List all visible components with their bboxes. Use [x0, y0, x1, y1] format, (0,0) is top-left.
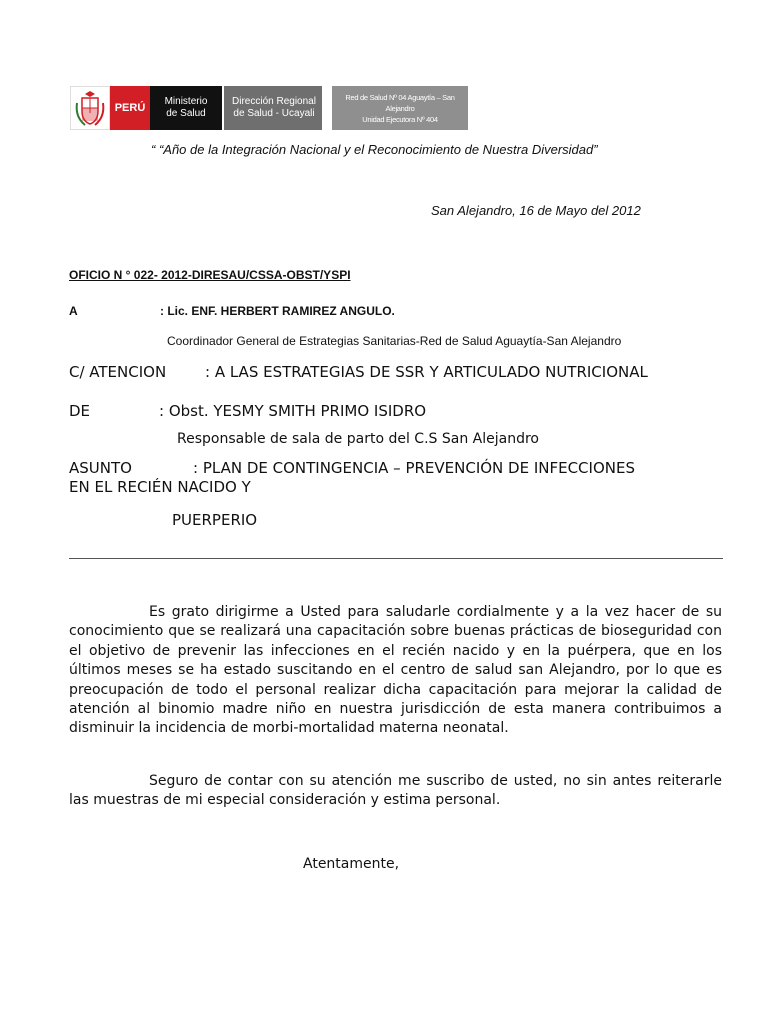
- header-divider: [69, 558, 723, 559]
- to-label: A: [69, 304, 78, 318]
- year-motto: “ “Año de la Integración Nacional y el Reconocimiento de Nuestra Diversidad”: [151, 142, 598, 157]
- to-position: Coordinador General de Estrategias Sanitarias-Red de Salud Aguaytía-San Alejandro: [167, 334, 622, 348]
- red-de-salud-block: [332, 86, 468, 130]
- direccion-regional-block: [222, 86, 324, 130]
- from-value: : Obst. YESMY SMITH PRIMO ISIDRO: [159, 402, 427, 420]
- subject-value-line3: PUERPERIO: [172, 511, 258, 529]
- subject-label: ASUNTO: [69, 459, 132, 477]
- peru-coat-of-arms-icon: [70, 86, 110, 130]
- red-line1: Red de Salud Nº 04 Aguaytía – San Alejandro: [345, 92, 455, 113]
- ministerio-de-salud-block: [150, 86, 222, 130]
- body-paragraph-2: Seguro de contar con su atención me suscribo de usted, no sin antes reiterarle las muestras de mi especial consideración y estima personal.: [69, 773, 722, 809]
- peru-text: PERÚ: [114, 102, 146, 114]
- place-date: San Alejandro, 16 de Mayo del 2012: [431, 203, 641, 218]
- banner-gap: [322, 86, 332, 130]
- body-paragraph-1: Es grato dirigirme a Usted para saludarle cordialmente y a la vez hacer de su conocimiento que se realizará una capacitación sobre buenas prácticas de bioseguridad con el objetivo de prevenir las infecciones en el recién nacido y en la puérpera, que en los últimos meses se ha estado suscitando en el centro de salud san Alejandro, por lo que es preocupación de todo el personal realizar dicha capacitación para mejorar la calidad de atención al binomio madre niño en nuestra jurisdicción de esta manera contribuimos a disminuir la incidencia de morbi-mortalidad materna neonatal.: [69, 604, 722, 737]
- institution-logo-banner: [70, 86, 468, 130]
- peru-label: [110, 86, 150, 130]
- attention-label: C/ ATENCION: [69, 363, 167, 381]
- direccion-line2: de Salud - Ucayali: [233, 108, 315, 119]
- attention-value: : A LAS ESTRATEGIAS DE SSR Y ARTICULADO NUTRICIONAL: [205, 363, 648, 381]
- from-position: Responsable de sala de parto del C.S San Alejandro: [177, 431, 539, 447]
- ministerio-line2: de Salud: [166, 108, 206, 119]
- red-line2: Unidad Ejecutora Nº 404: [362, 114, 438, 124]
- closing: Atentamente,: [303, 856, 400, 872]
- direccion-line1: Dirección Regional: [232, 96, 316, 107]
- from-label: DE: [69, 402, 91, 420]
- subject-value-line2: EN EL RECIÉN NACIDO Y: [69, 478, 251, 496]
- to-value: : Lic. ENF. HERBERT RAMIREZ ANGULO.: [160, 304, 395, 318]
- ministerio-line1: Ministerio: [164, 96, 208, 107]
- oficio-number: OFICIO N ° 022- 2012-DIRESAU/CSSA-OBST/YSPI: [69, 268, 351, 282]
- subject-value-line1: : PLAN DE CONTINGENCIA – PREVENCIÓN DE INFECCIONES: [193, 459, 635, 477]
